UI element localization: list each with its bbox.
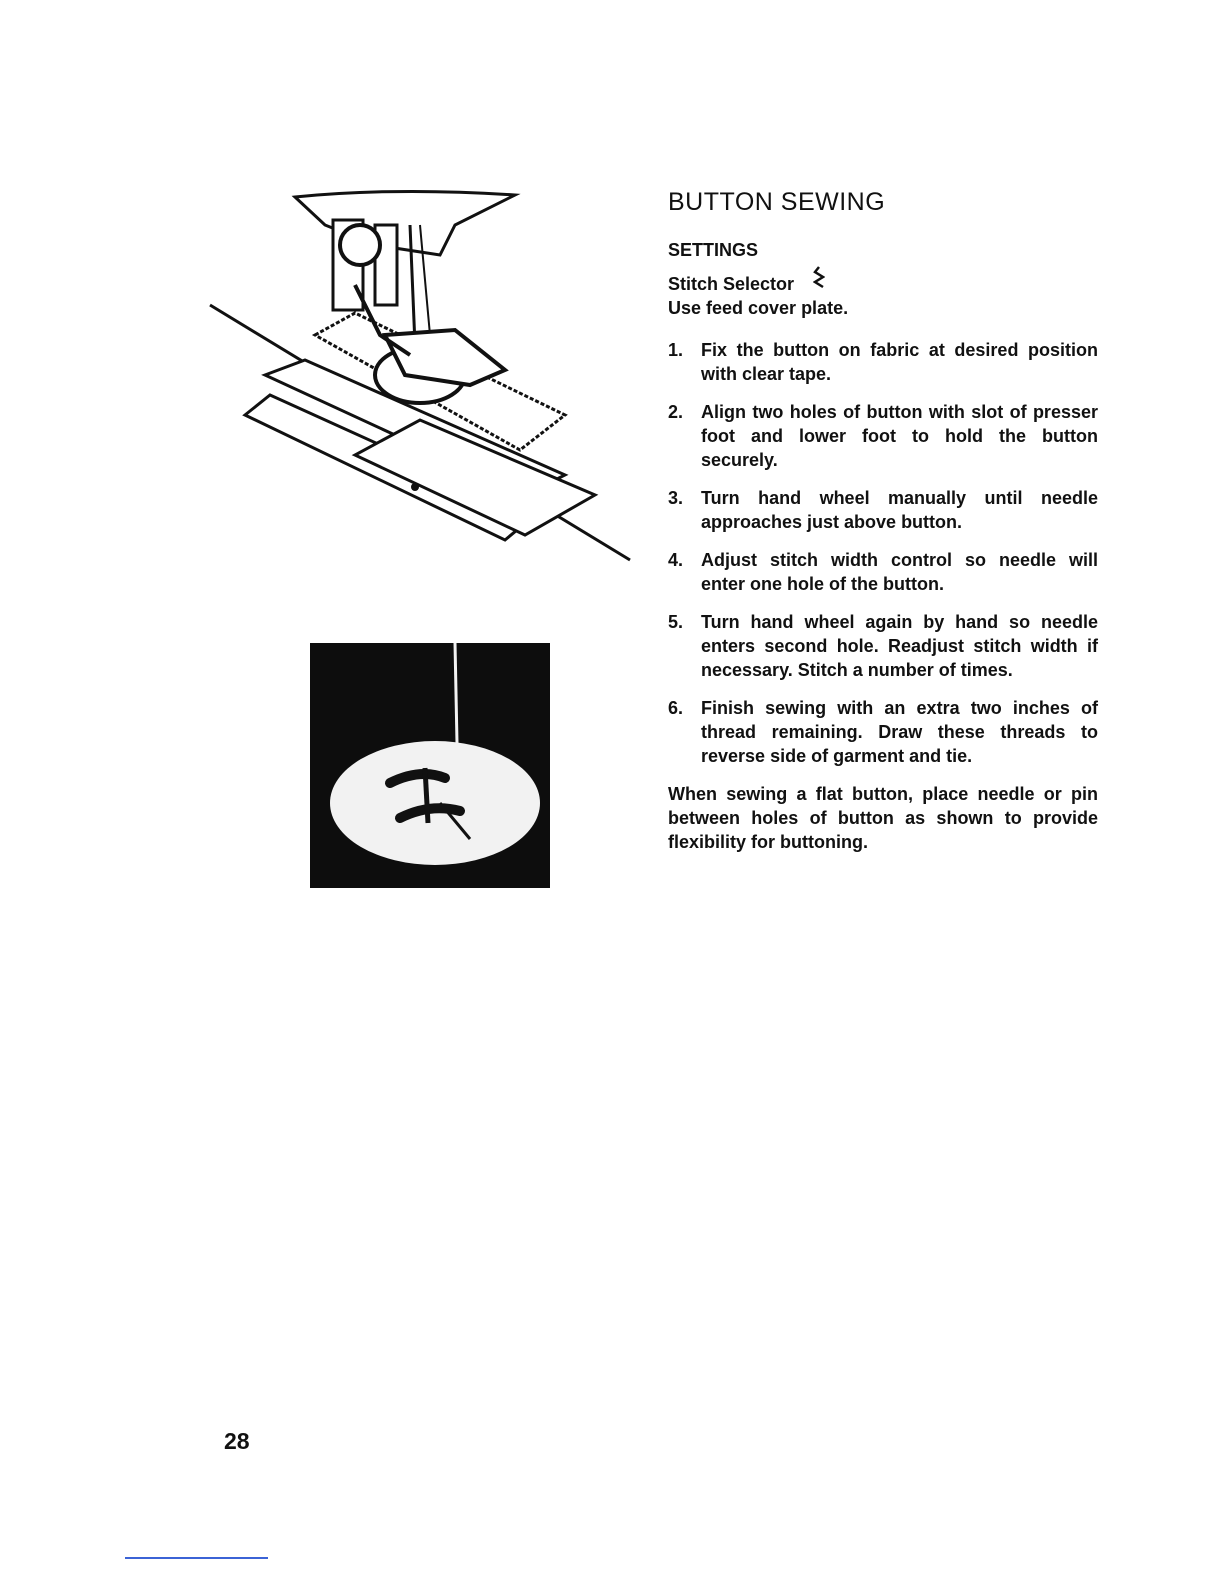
step-number: 6. xyxy=(668,698,684,718)
flat-button-photo xyxy=(310,643,550,888)
step-number: 1. xyxy=(668,340,684,360)
page-title: BUTTON SEWING xyxy=(668,188,886,216)
list-item xyxy=(668,610,1098,682)
page-number: 28 xyxy=(224,1428,250,1454)
step-text: Fix the button on fabric at desired position with clear tape. xyxy=(701,340,1098,384)
step-text: Turn hand wheel again by hand so needle enters second hole. Readjust stitch width if necessary. Stitch a number of times. xyxy=(701,612,1098,680)
presser-foot-illustration xyxy=(205,185,635,585)
step-number: 2. xyxy=(668,402,684,422)
step-text: Turn hand wheel manually until needle approaches just above button. xyxy=(701,488,1098,532)
flat-button-note: When sewing a flat button, place needle or pin between holes of button as shown to provide flexibility for buttoning. xyxy=(668,784,1098,852)
list-item xyxy=(668,548,1098,596)
stitch-selector-label: Stitch Selector xyxy=(668,274,795,294)
list-item xyxy=(668,696,1098,768)
plate-note: Use feed cover plate. xyxy=(668,298,849,318)
list-item xyxy=(668,400,1098,472)
bottom-rule xyxy=(125,1557,268,1559)
stitch-selector-line xyxy=(668,266,1098,296)
step-number: 3. xyxy=(668,488,684,508)
instruction-column xyxy=(668,186,1098,854)
step-number: 4. xyxy=(668,550,684,570)
list-item xyxy=(668,338,1098,386)
step-text: Finish sewing with an extra two inches of thread remaining. Draw these threads to reverse side of garment and tie. xyxy=(701,698,1098,766)
step-text: Align two holes of button with slot of presser foot and lower foot to hold the button securely. xyxy=(701,402,1098,470)
zigzag-stitch-icon xyxy=(813,266,825,293)
steps-list xyxy=(668,338,1098,768)
step-number: 5. xyxy=(668,612,684,632)
settings-heading: SETTINGS xyxy=(668,240,759,260)
list-item xyxy=(668,486,1098,534)
step-text: Adjust stitch width control so needle will enter one hole of the button. xyxy=(701,550,1098,594)
